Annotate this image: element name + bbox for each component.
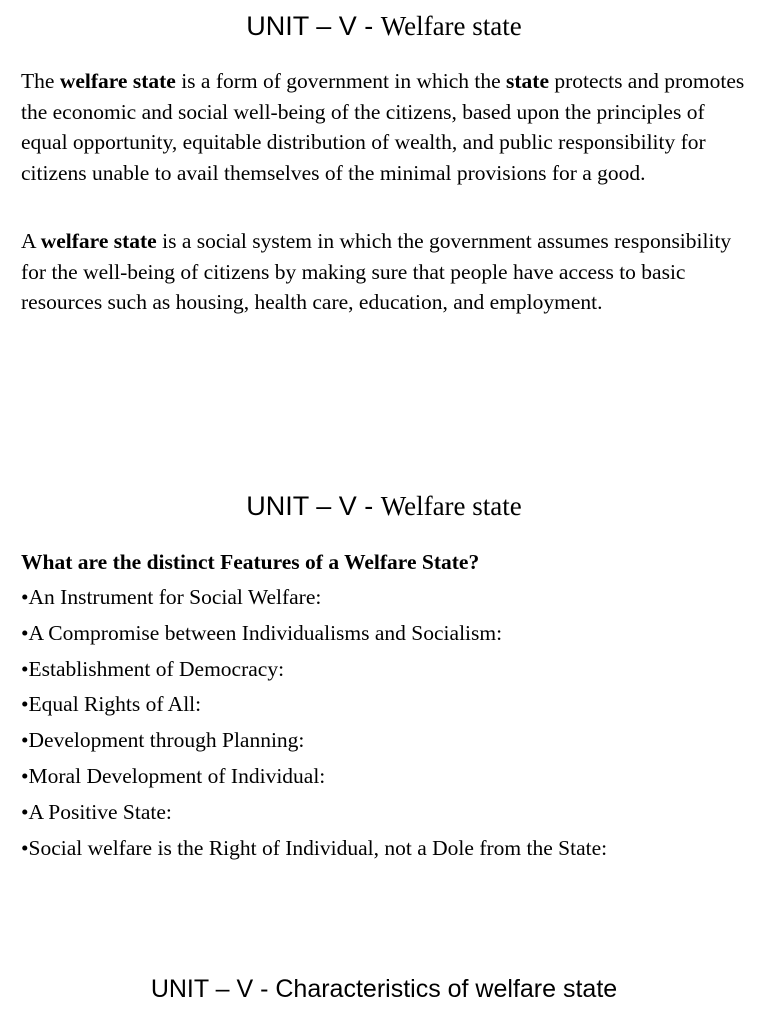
definition-paragraph-2 bbox=[21, 226, 751, 318]
features-list bbox=[21, 581, 761, 867]
feature-item: •Establishment of Democracy: bbox=[21, 656, 285, 681]
p1-text-c: is a form of government in which the bbox=[175, 69, 507, 93]
feature-item: •A Positive State: bbox=[21, 799, 172, 824]
definition-paragraph-1 bbox=[21, 66, 751, 188]
features-question: What are the distinct Features of a Welfare State? bbox=[21, 550, 480, 574]
p1-bold-welfare-state: welfare state bbox=[59, 69, 176, 93]
p1-text-d: protects and promotes the economic and social well-being of the citizens, based upon the principles of equal opportunity, equitable distribution of wealth, and public responsibility for citizens unable to avail themselves of the minimal provisions for a good. bbox=[21, 69, 745, 185]
p2-bold-welfare-state: welfare state bbox=[40, 229, 157, 253]
p1-text-a: The bbox=[21, 69, 60, 93]
p2-text-a: A bbox=[21, 229, 41, 253]
feature-item: •Development through Planning: bbox=[21, 728, 305, 753]
feature-item: •A Compromise between Individualisms and Socialism: bbox=[21, 620, 503, 645]
feature-item: •Equal Rights of All: bbox=[21, 692, 202, 717]
feature-item: •Moral Development of Individual: bbox=[21, 763, 326, 788]
slide-2-title bbox=[0, 489, 768, 523]
feature-item: •An Instrument for Social Welfare: bbox=[21, 585, 322, 609]
feature-item: •Social welfare is the Right of Individual, not a Dole from the State: bbox=[21, 835, 608, 860]
p1-bold-state: state bbox=[506, 69, 549, 93]
slide-2-title-prefix: UNIT – V - bbox=[246, 491, 381, 521]
slide-1-title-prefix: UNIT – V - bbox=[246, 11, 381, 41]
slide-2-title-rest: Welfare state bbox=[380, 491, 522, 521]
slide-1-title-rest: Welfare state bbox=[380, 11, 522, 41]
p2-text-c: is a social system in which the government assumes responsibility for the well-being of citizens by making sure that people have access to basic resources such as housing, health care, education, and employment. bbox=[21, 229, 732, 314]
slide-1-title bbox=[0, 9, 768, 43]
slide-3-title: UNIT – V - Characteristics of welfare state bbox=[150, 975, 618, 1003]
